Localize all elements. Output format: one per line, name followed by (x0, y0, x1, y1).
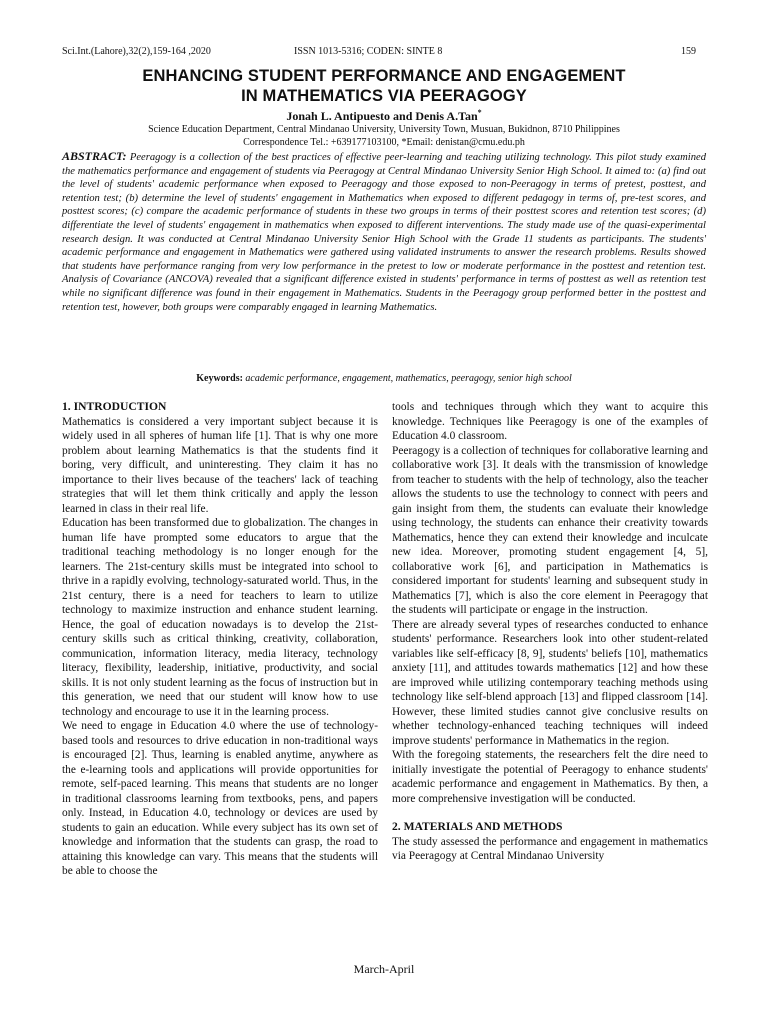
title-line-1: ENHANCING STUDENT PERFORMANCE AND ENGAGEMENT (142, 67, 626, 85)
keywords-text: academic performance, engagement, mathematics, peeragogy, senior high school (245, 373, 572, 384)
section-heading-methods: 2. MATERIALS AND METHODS (392, 820, 563, 833)
page-footer: March-April (353, 962, 415, 976)
author-footnote-mark: * (477, 108, 482, 117)
keywords (0, 373, 768, 384)
journal-citation: Sci.Int.(Lahore),32(2),159-164 ,2020 (62, 46, 211, 57)
page-number: 159 (681, 46, 696, 57)
paper-title (40, 66, 728, 106)
affiliation-block (0, 123, 768, 149)
keywords-label: Keywords: (196, 373, 243, 384)
correspondence: Correspondence Tel.: +639177103100, *Email: denistan@cmu.edu.ph (243, 137, 525, 148)
author-line (0, 108, 768, 124)
running-header (62, 46, 696, 60)
abstract-text: Peeragogy is a collection of the best practices of effective peer-learning and teaching utilizing technology. This pilot study examined the mathematics performance and engagement of students via Peeragogy at Central Mindanao University Senior High School. It aimed to: (a) find out the level of students' academic performance when exposed to Peeragogy and those exposed to non-Peeragogy in terms of pretest, posttest, and retention test; (b) determine the level of students' engagement in Mathematics when exposed to different pedagogy in terms of, pre-test scores, and posttest scores; (c) compare the academic performance of students in these two groups in terms of their posttest scores and retention test scores; (d) differentiate the level of students' engagement in mathematics when exposed to different interventions. The study made use of the quasi-experimental research design. It was conducted at Central Mindanao University Senior High School with the Grade 11 students as participants. The students' academic performance and engagement in Mathematics were gathered using validated instruments to answer the research problems. Results showed that students have performance ranging from very low performance in the pretest to low or moderate performance in the posttest and retention test. Analysis of Covariance (ANCOVA) revealed that a significant difference existed in students' performance in terms of posttest as well as retention test while no significant difference was found in their engagement in Mathematics. Students in the Peeragogy group performed better in the posttest and retention test, however, both groups were comparably engaged in learning Mathematics. (62, 152, 706, 313)
left-column (62, 400, 378, 879)
paragraph: Peeragogy is a collection of techniques for collaborative learning and collaborative work [3]. It deals with the transmission of knowledge from teacher to students with the help of technology, also the teacher allows the students to use the technology to connect with peers and gain insight from them, the students can evaluate their knowledge using technology, the students can enhance their creativity towards Mathematics, hence they can extend their knowledge and inculcate new idea. Moreover, promoting student engagement [4, 5], collaborative work [6], and participation in Mathematics is considered important for students' learning and subsequent study in Mathematics [7], which is also the core element in Peeragogy that the students will participate or engage in the instruction. (392, 444, 708, 616)
paragraph: There are already several types of researches conducted to enhance students' performance. Researchers look into other student-related variables like self-efficacy [8, 9], students' beliefs [10], mathematics anxiety [11], and attitudes towards mathematics [12] and how these are improved while utilizing contemporary teaching methods using technology like self-blend approach [13] and flipped classroom [14]. However, these limited studies cannot give conclusive results on whether technology-enhanced teaching techniques will indeed improve students' performance in Mathematics in the region. (392, 618, 708, 747)
paragraph: Education has been transformed due to globalization. The changes in human life have prompted some educators to argue that the traditional teaching methodology is no longer enough for the learners. The 21st-century skills must be integrated into school to thrive in a rapidly evolving, technology-saturated world. Thus, in the 21st century, there is a need for teachers to learn to utilize technology to maximize instruction and enhance student learning. Hence, the goal of education nowadays is to develop the 21st-century skills such as critical thinking, creativity, collaboration, communication, information literacy, media literacy, technology literacy, flexibility, leadership, initiative, productivity, and social skills. It is not only student learning as the focus of instruction but in this generation, we need that our student will know how to use technology and encourage to use it in the learning process. (62, 517, 378, 718)
abstract (62, 150, 706, 314)
right-column (392, 400, 708, 864)
section-spacer (392, 806, 708, 820)
journal-issn: ISSN 1013-5316; CODEN: SINTE 8 (294, 46, 443, 57)
authors: Jonah L. Antipuesto and Denis A.Tan (286, 109, 478, 123)
affiliation: Science Education Department, Central Mindanao University, University Town, Musuan, Bukidnon, 8710 Philippines (148, 124, 620, 135)
section-heading-introduction: 1. INTRODUCTION (62, 400, 167, 413)
paragraph: We need to engage in Education 4.0 where the use of technology-based tools and resources to drive education in non-traditional ways is encouraged [2]. Thus, learning is enabled anytime, anywhere as the e-learning tools and applications will provide opportunities for remote, self-paced learning. This means that students are no longer in traditional classrooms learning from textbooks, pens, and papers only. Instead, in Education 4.0, technology or devices are used by students to gain an education. While every subject has its own set of knowledge and information that the students can grasp, the road to attaining this knowledge can vary. This means that the students will be able to choose the (62, 720, 378, 877)
abstract-label: ABSTRACT: (62, 149, 127, 163)
title-line-2: IN MATHEMATICS VIA PEERAGOGY (241, 87, 527, 105)
paragraph: tools and techniques through which they want to acquire this knowledge. Techniques like Peeragogy is one of the examples of Education 4.0 classroom. (392, 401, 708, 442)
paragraph: Mathematics is considered a very important subject because it is widely used in all spheres of human life [1]. That is why one more problem about learning Mathematics is that the students find it boring, very difficult, and uninteresting. They claim it has no importance to their lives because of the teachers' lack of teaching strategies that will let them think critically and apply the lesson learned in class in their real life. (62, 415, 378, 515)
paragraph: The study assessed the performance and engagement in mathematics via Peeragogy at Central Mindanao University (392, 835, 708, 862)
paragraph: With the foregoing statements, the researchers felt the dire need to initially investigate the potential of Peeragogy to enhance students' academic performance and engagement in Mathematics. By then, a more comprehensive investigation will be conducted. (392, 749, 708, 805)
